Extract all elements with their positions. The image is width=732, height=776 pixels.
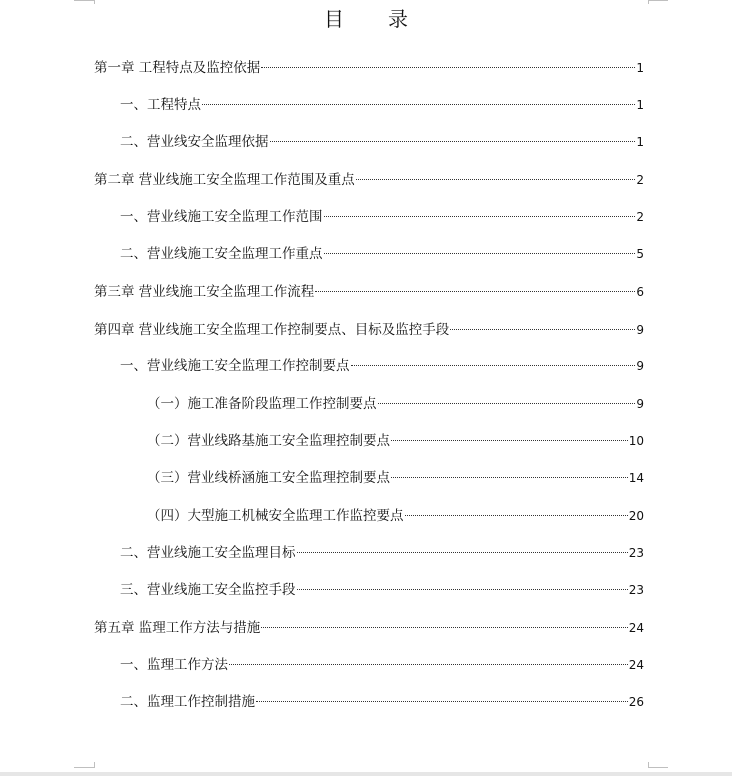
toc-entry-label: 一、监理工作方法 <box>120 657 228 673</box>
toc-page-number: 26 <box>628 695 644 709</box>
page-bottom-edge <box>0 772 732 776</box>
toc-entry-label: 二、营业线施工安全监理工作重点 <box>120 246 323 262</box>
toc-page-number: 10 <box>628 434 644 448</box>
toc-leader-dots <box>378 403 636 404</box>
toc-page-number: 5 <box>636 247 644 261</box>
toc-entry-label: （三）营业线桥涵施工安全监理控制要点 <box>147 470 390 486</box>
toc-entry-label: （一）施工准备阶段监理工作控制要点 <box>147 396 377 412</box>
toc-entry-label: 一、营业线施工安全监理工作控制要点 <box>120 358 350 374</box>
crop-mark-top-left-v <box>94 0 95 4</box>
toc-page-number: 1 <box>636 61 644 75</box>
crop-mark-bottom-right-h <box>648 767 668 768</box>
toc-entry-section[interactable] <box>120 132 644 152</box>
toc-leader-dots <box>356 179 636 180</box>
toc-page-number: 9 <box>636 359 644 373</box>
toc-entry-label: 第一章 工程特点及监控依据 <box>94 60 261 76</box>
toc-title <box>0 6 732 32</box>
toc-page-number: 24 <box>628 621 644 635</box>
toc-entry-section[interactable] <box>120 95 644 115</box>
toc-entry-label: （二）营业线路基施工安全监理控制要点 <box>147 433 390 449</box>
toc-entry-chapter-5[interactable] <box>94 618 644 638</box>
toc-leader-dots <box>315 291 635 292</box>
toc-leader-dots <box>229 664 628 665</box>
toc-entry-section[interactable] <box>120 543 644 563</box>
toc-entry-subsection[interactable] <box>147 431 644 451</box>
toc-leader-dots <box>391 440 628 441</box>
toc-entry-label: 三、营业线施工安全监控手段 <box>120 582 296 598</box>
crop-mark-top-right-h <box>648 0 668 1</box>
toc-title-part2: 录 <box>388 7 408 31</box>
toc-entry-label: （四）大型施工机械安全监理工作监控要点 <box>147 508 404 524</box>
toc-page-number: 20 <box>628 509 644 523</box>
toc-entry-section[interactable] <box>120 356 644 376</box>
toc-leader-dots <box>324 216 636 217</box>
toc-entry-subsection[interactable] <box>147 394 644 414</box>
toc-entry-chapter-2[interactable] <box>94 170 644 190</box>
toc-page-number: 9 <box>636 323 644 337</box>
toc-leader-dots <box>405 515 628 516</box>
toc-page-number: 9 <box>636 397 644 411</box>
toc-page-number: 2 <box>636 173 644 187</box>
toc-leader-dots <box>256 701 628 702</box>
toc-entry-subsection[interactable] <box>147 468 644 488</box>
toc-entry-section[interactable] <box>120 244 644 264</box>
toc-entry-label: 第二章 营业线施工安全监理工作范围及重点 <box>94 172 355 188</box>
toc-page-number: 14 <box>628 471 644 485</box>
crop-mark-top-right-v <box>648 0 649 4</box>
toc-entry-label: 二、营业线安全监理依据 <box>120 134 269 150</box>
toc-entry-label: 一、营业线施工安全监理工作范围 <box>120 209 323 225</box>
toc-entry-chapter-1[interactable] <box>94 58 644 78</box>
crop-mark-bottom-left-v <box>94 762 95 768</box>
toc-entry-section[interactable] <box>120 655 644 675</box>
toc-entry-label: 第四章 营业线施工安全监理工作控制要点、目标及监控手段 <box>94 322 450 338</box>
toc-page-number: 23 <box>628 583 644 597</box>
crop-mark-top-left-h <box>74 0 94 1</box>
toc-page-number: 23 <box>628 546 644 560</box>
toc-page-number: 24 <box>628 658 644 672</box>
toc-leader-dots <box>202 104 635 105</box>
toc-leader-dots <box>261 627 627 628</box>
toc-entry-label: 一、工程特点 <box>120 97 201 113</box>
toc-entry-subsection[interactable] <box>147 506 644 526</box>
toc-entry-label: 二、监理工作控制措施 <box>120 694 255 710</box>
toc-leader-dots <box>297 589 628 590</box>
toc-entry-label: 第三章 营业线施工安全监理工作流程 <box>94 284 315 300</box>
toc-leader-dots <box>261 67 635 68</box>
toc-page-number: 6 <box>636 285 644 299</box>
toc-entry-chapter-3[interactable] <box>94 282 644 302</box>
toc-page-number: 1 <box>636 135 644 149</box>
toc-entry-section[interactable] <box>120 580 644 600</box>
toc-page-number: 1 <box>636 98 644 112</box>
toc-entry-section[interactable] <box>120 692 644 712</box>
toc-leader-dots <box>297 552 628 553</box>
toc-leader-dots <box>351 365 636 366</box>
toc-leader-dots <box>324 253 636 254</box>
toc-entry-label: 二、营业线施工安全监理目标 <box>120 545 296 561</box>
toc-leader-dots <box>270 141 636 142</box>
toc-title-part1: 目 <box>324 7 344 31</box>
crop-mark-bottom-right-v <box>648 762 649 768</box>
toc-entry-chapter-4[interactable] <box>94 320 644 340</box>
toc-leader-dots <box>450 329 635 330</box>
toc-page-number: 2 <box>636 210 644 224</box>
crop-mark-bottom-left-h <box>74 767 94 768</box>
toc-entry-section[interactable] <box>120 207 644 227</box>
toc-entry-label: 第五章 监理工作方法与措施 <box>94 620 261 636</box>
toc-leader-dots <box>391 477 628 478</box>
